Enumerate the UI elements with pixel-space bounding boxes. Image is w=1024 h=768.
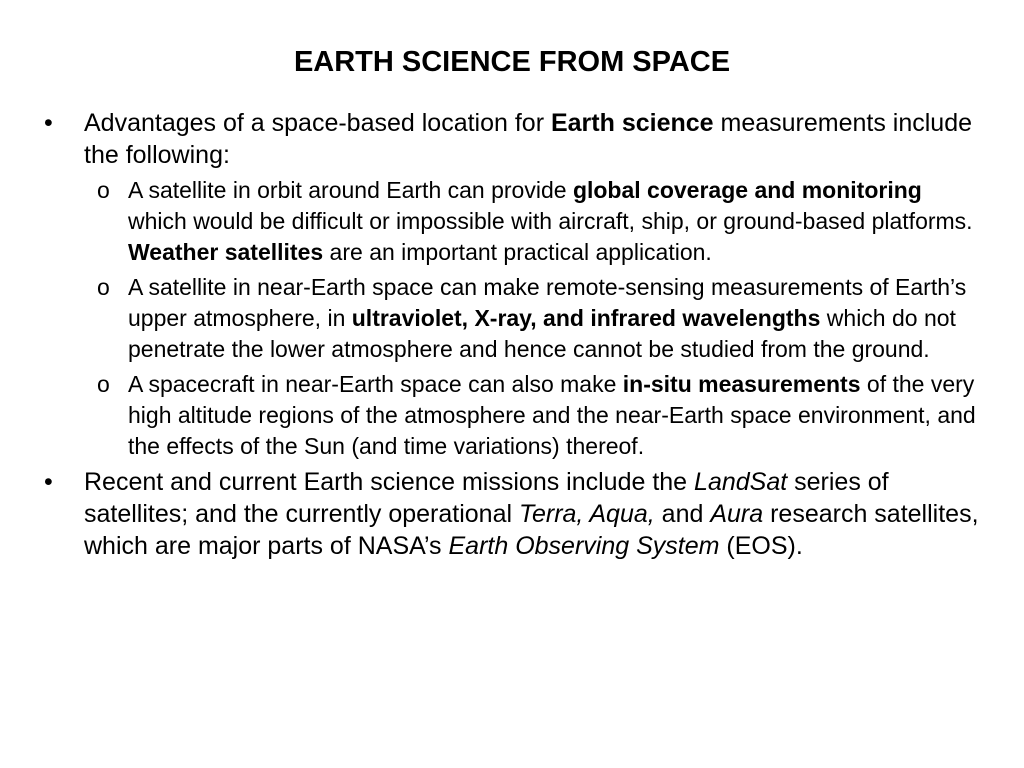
slide-content — [44, 107, 984, 566]
sub-bullet-item-remote-sensing — [84, 272, 984, 365]
sub-bullet-icon: o — [97, 371, 110, 397]
bullet-icon: • — [44, 109, 53, 137]
sub-bullet-item-in-situ — [84, 369, 984, 462]
sub-bullet-list — [84, 175, 984, 462]
bullet-item-advantages — [44, 107, 984, 462]
bullet-text: Advantages of a space-based location for Earth science measurements include the following: — [84, 109, 973, 169]
sub-bullet-text: A spacecraft in near-Earth space can also make in-situ measurements of the very high altitude regions of the atmosphere and the near-Earth space environment, and the effects of the Sun (and time variations) thereof. — [128, 371, 976, 459]
bullet-text: Recent and current Earth science missions include the LandSat series of satellites; and the currently operational Terra, Aqua, and Aura research satellites, which are major parts of NASA’s Earth Observing System (EOS). — [84, 468, 979, 560]
sub-bullet-text: A satellite in near-Earth space can make remote-sensing measurements of Earth’s upper atmosphere, in ultraviolet, X-ray, and infrared wavelengths which do not penetrate the lower atmosphere and hence cannot be studied from the ground. — [128, 274, 967, 362]
sub-bullet-text: A satellite in orbit around Earth can provide global coverage and monitoring which would be difficult or impossible with aircraft, ship, or ground-based platforms. Weather satellites are an important practical application. — [128, 177, 973, 265]
sub-bullet-icon: o — [97, 177, 110, 203]
sub-bullet-icon: o — [97, 274, 110, 300]
bullet-item-missions — [44, 466, 984, 562]
sub-bullet-item-global-coverage — [84, 175, 984, 268]
bullet-icon: • — [44, 468, 53, 496]
slide-title: EARTH SCIENCE FROM SPACE — [293, 46, 731, 78]
